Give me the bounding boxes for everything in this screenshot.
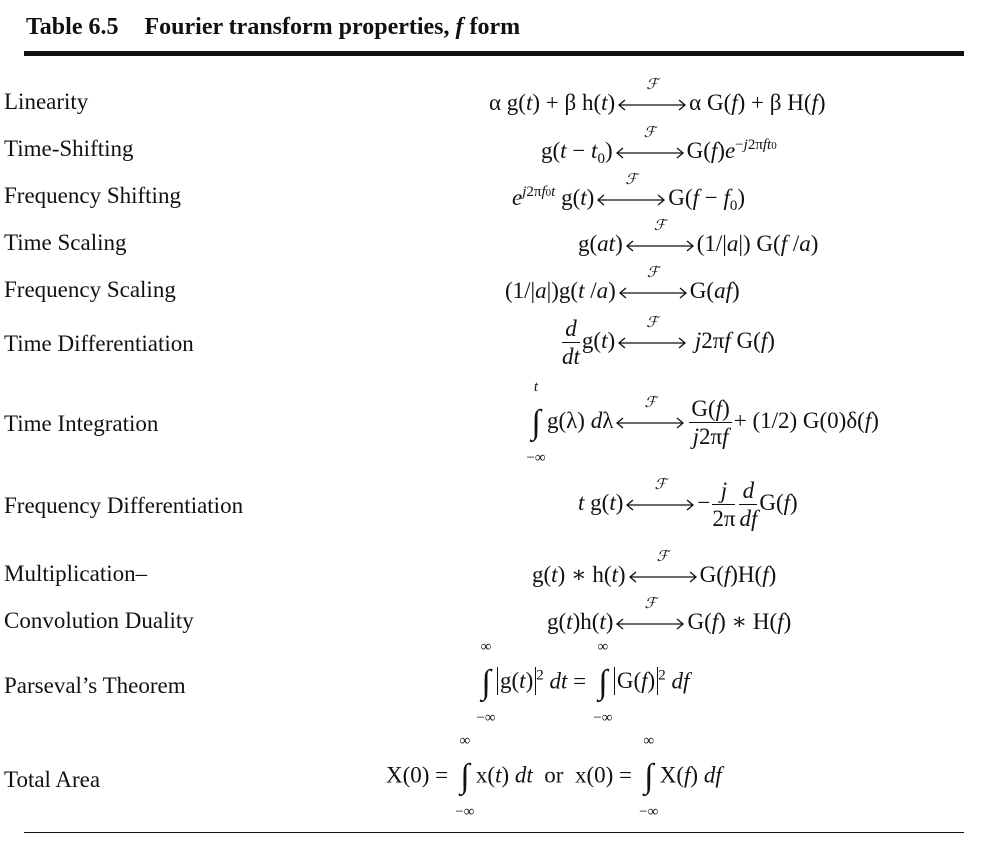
table-title-post: form bbox=[463, 14, 521, 40]
formula-frequency-scaling: (1/|a|)g(t /a) ℱ G(af) bbox=[505, 264, 740, 303]
row-label-parsevals-theorem: Parseval’s Theorem bbox=[4, 673, 186, 698]
table-caption bbox=[26, 14, 520, 41]
row-label-time-differentiation: Time Differentiation bbox=[4, 331, 194, 356]
formula-frequency-shifting: $e^{j2\pi f0t}$ g(t) ℱ $G(f - f_0)$ bbox=[512, 171, 746, 214]
row-label-multiplication: Multiplication– bbox=[4, 561, 148, 586]
integral-symbol: ∞ ∫ −∞ bbox=[639, 733, 659, 820]
row-label-frequency-differentiation: Frequency Differentiation bbox=[4, 493, 244, 518]
table-title-var: f bbox=[455, 14, 464, 40]
formula-frequency-differentiation: t g(t) ℱ − $\frac{j}{2\pi}$ $\frac{d}{df}$ G(f) bbox=[578, 476, 798, 531]
row-label-time-integration: Time Integration bbox=[4, 411, 159, 436]
formula-time-shifting: $g(t - t_0)$ ℱ $G(f)e^{-j2\pi ft0}$ bbox=[541, 124, 777, 167]
formula-parsevals-theorem: ∞ ∫ −∞ g(t) $^2$ dt = ∞ ∫ −∞ G(f) $^2$ df bbox=[476, 639, 690, 726]
formula-time-integration: t ∫ −∞ g(λ) dλ ℱ $\frac{G(f)}{j2\pi f}$ + (1/2) G(0)δ(f) bbox=[526, 378, 879, 466]
formula-convolution-duality: g(t)h(t) ℱ G(f) ∗ H(f) bbox=[547, 595, 792, 634]
transform-arrow-icon: ℱ bbox=[616, 98, 688, 112]
transform-arrow-icon: ℱ bbox=[595, 193, 667, 207]
formula-time-differentiation: $\frac{d}{dt}$ g(t) ℱ j2πf G(f) bbox=[562, 314, 775, 369]
row-label-frequency-shifting: Frequency Shifting bbox=[4, 183, 181, 208]
transform-arrow-icon: ℱ bbox=[616, 336, 688, 350]
formula-multiplication: g(t) ∗ h(t) ℱ G(f)H(f) bbox=[532, 548, 777, 587]
integral-symbol: ∞ ∫ −∞ bbox=[476, 639, 496, 726]
transform-arrow-icon: ℱ bbox=[617, 286, 689, 300]
row-label-linearity: Linearity bbox=[4, 89, 89, 114]
integral-symbol: ∞ ∫ −∞ bbox=[455, 733, 475, 820]
formula-linearity: α g(t) + β h(t) ℱ α G(f) + β H(f) bbox=[489, 76, 826, 115]
transform-arrow-icon: ℱ bbox=[614, 146, 686, 160]
row-label-convolution-duality: Convolution Duality bbox=[4, 608, 194, 633]
transform-arrow-icon: ℱ bbox=[624, 239, 696, 253]
transform-arrow-icon: ℱ bbox=[627, 570, 699, 584]
bottom-rule bbox=[24, 832, 964, 833]
row-label-total-area: Total Area bbox=[4, 767, 101, 792]
transform-arrow-icon: ℱ bbox=[614, 617, 686, 631]
integral-symbol: t ∫ −∞ bbox=[526, 378, 546, 466]
top-rule bbox=[24, 51, 964, 56]
transform-arrow-icon: ℱ bbox=[614, 416, 686, 430]
row-label-time-shifting: Time-Shifting bbox=[4, 136, 134, 161]
row-label-time-scaling: Time Scaling bbox=[4, 230, 127, 255]
table-title-pre: Fourier transform properties, bbox=[144, 14, 456, 40]
integral-symbol: ∞ ∫ −∞ bbox=[593, 639, 613, 726]
row-label-frequency-scaling: Frequency Scaling bbox=[4, 277, 176, 302]
formula-total-area: X(0) = ∞ ∫ −∞ x(t) dt or x(0) = ∞ ∫ −∞ X(f) df bbox=[386, 733, 722, 820]
table-number: Table 6.5 bbox=[26, 14, 119, 40]
formula-time-scaling: g(at) ℱ (1/|a|) G(f /a) bbox=[578, 217, 819, 256]
transform-arrow-icon: ℱ bbox=[624, 498, 696, 512]
